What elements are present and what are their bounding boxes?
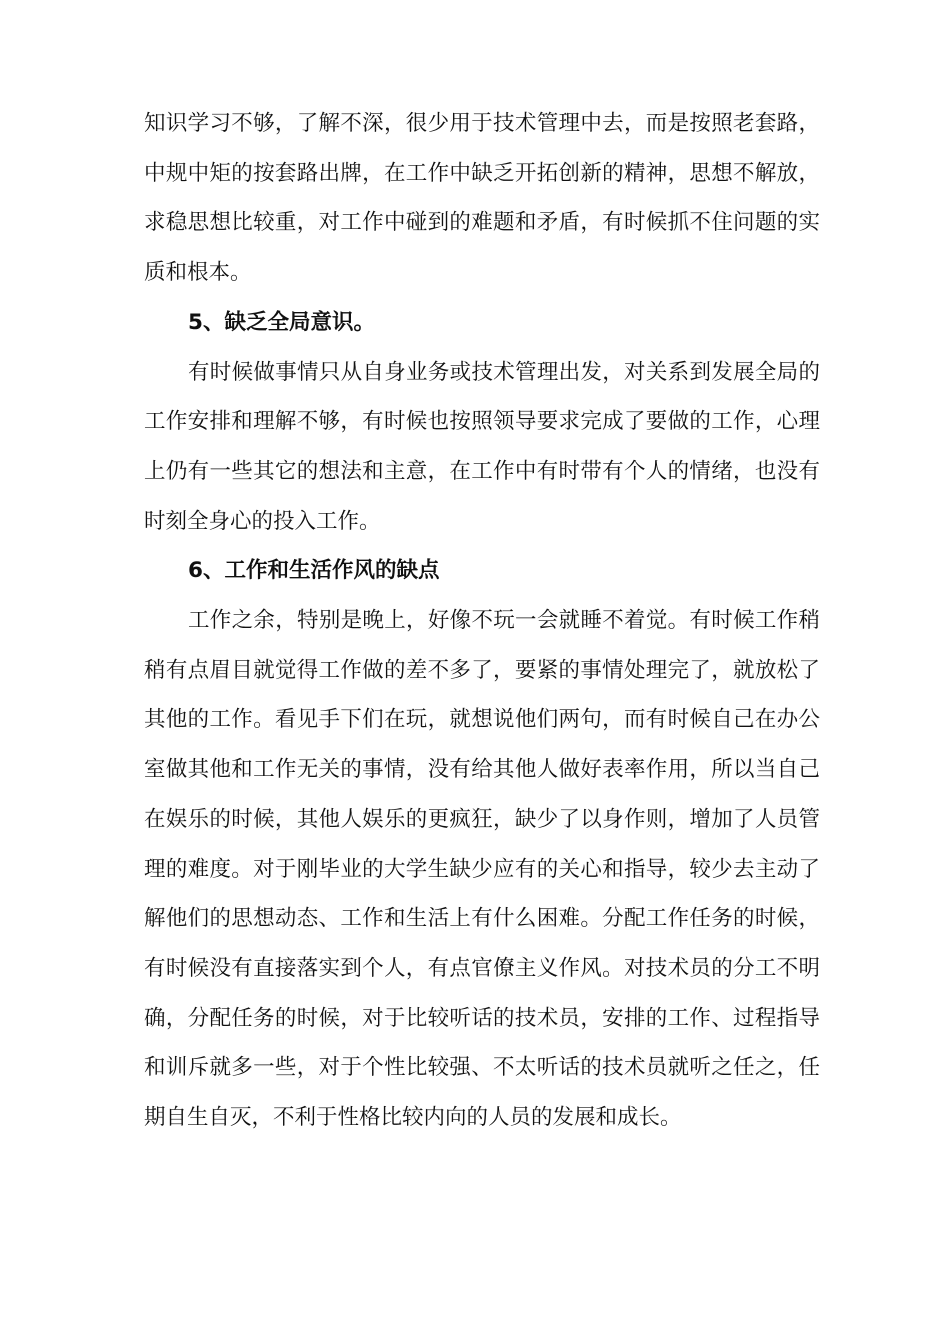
- paragraph-continued: 知识学习不够，了解不深，很少用于技术管理中去，而是按照老套路，中规中矩的按套路出牌，在工作中缺乏开拓创新的精神，思想不解放，求稳思想比较重，对工作中碰到的难题和矛盾，有时候抓不住问题的实质和根本。: [144, 111, 820, 286]
- paragraph-global-awareness: 有时候做事情只从自身业务或技术管理出发，对关系到发展全局的工作安排和理解不够，有时候也按照领导要求完成了要做的工作，心理上仍有一些其它的想法和主意，在工作中有时带有个人的情绪，也没有时刻全身心的投入工作。: [144, 359, 820, 534]
- document-body: [144, 99, 820, 1143]
- paragraph-work-style: 工作之余，特别是晚上，好像不玩一会就睡不着觉。有时候工作稍稍有点眉目就觉得工作做的差不多了，要紧的事情处理完了，就放松了其他的工作。看见手下们在玩，就想说他们两句，而有时候自己在办公室做其他和工作无关的事情，没有给其他人做好表率作用，所以当自己在娱乐的时候，其他人娱乐的更疯狂，缺少了以身作则，增加了人员管理的难度。对于刚毕业的大学生缺少应有的关心和指导，较少去主动了解他们的思想动态、工作和生活上有什么困难。分配工作任务的时候，有时候没有直接落实到个人，有点官僚主义作风。对技术员的分工不明确，分配任务的时候，对于比较听话的技术员，安排的工作、过程指导和训斥就多一些，对于个性比较强、不太听话的技术员就听之任之，任期自生自灭，不利于性格比较内向的人员的发展和成长。: [144, 608, 820, 1131]
- section-heading-6: 6、工作和生活作风的缺点: [188, 558, 440, 584]
- section-heading-5: 5、缺乏全局意识。: [188, 309, 375, 335]
